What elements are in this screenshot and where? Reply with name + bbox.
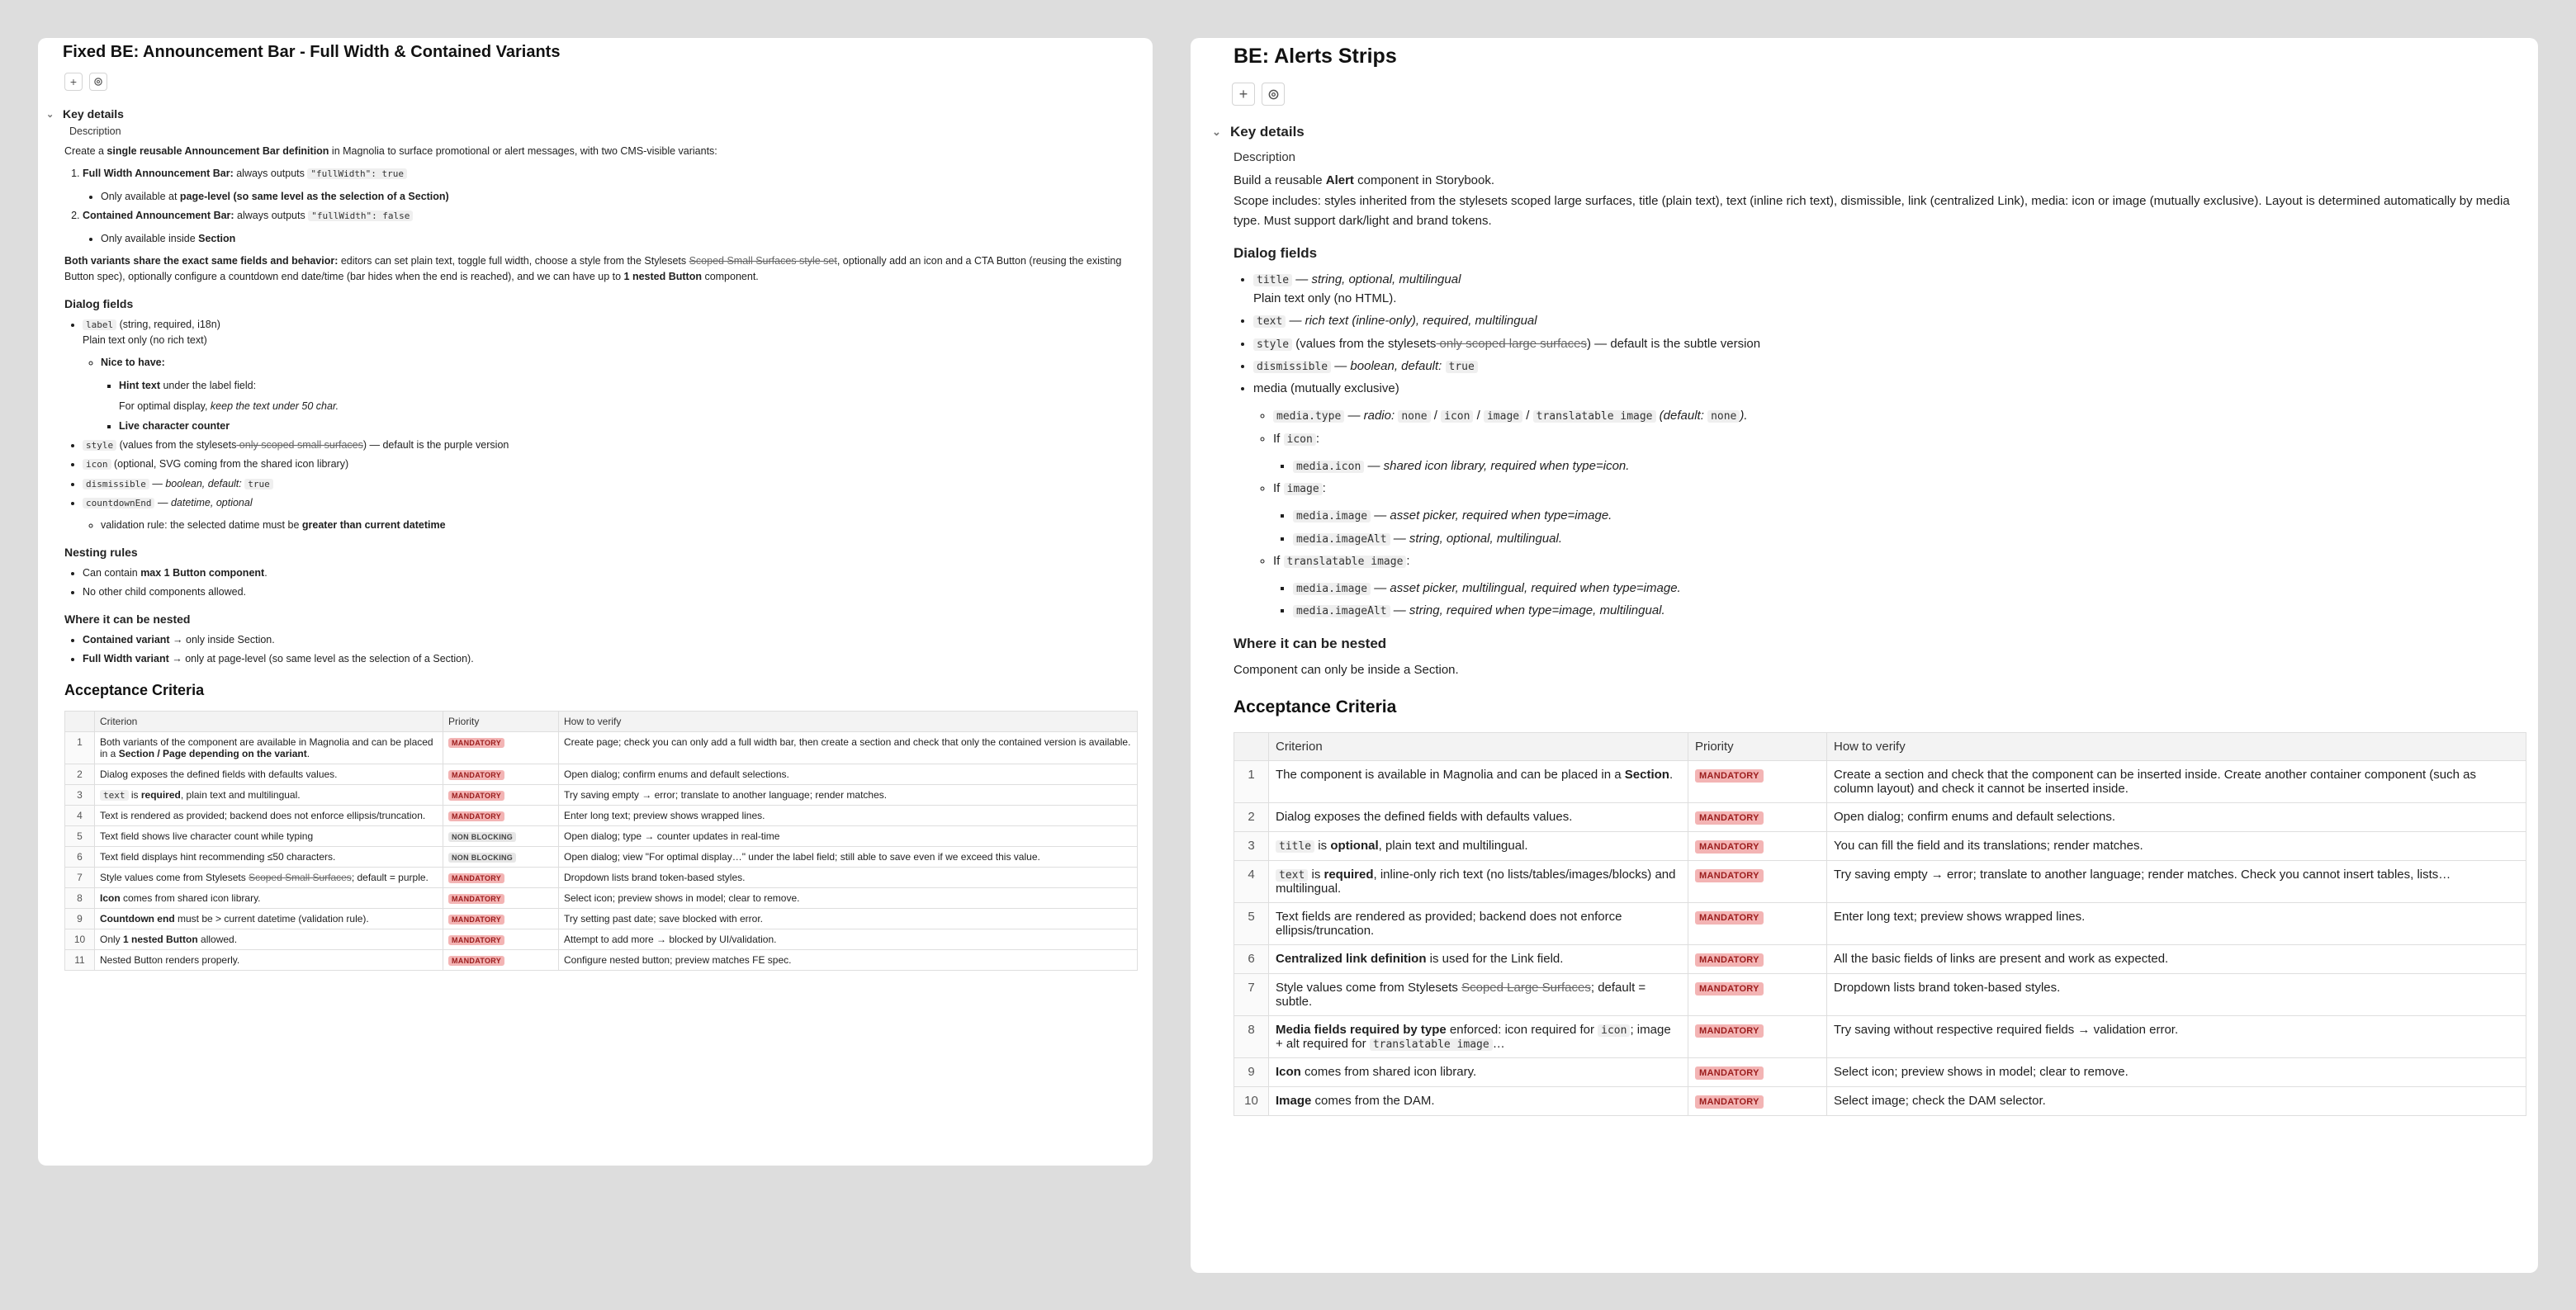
priority-badge: MANDATORY — [448, 738, 504, 748]
list-item: • Can contain max 1 Button component. — [83, 565, 1138, 581]
table-row: 7 Style values come from Stylesets Scoped Small Surfaces; default = purple. MANDATORY Dropdown lists brand token-based styles. — [65, 868, 1138, 888]
priority-badge: NON BLOCKING — [448, 832, 516, 842]
table-row: 4 text is required, inline-only rich text (no lists/tables/images/blocks) and multilingual. MANDATORY Try saving empty → error; translate to another language; render matches. Check you cannot insert tables, lists… — [1234, 860, 2526, 902]
where-nested-heading: Where it can be nested — [64, 612, 191, 626]
document-body — [1191, 124, 2538, 1116]
description-intro: Create a single reusable Announcement Bar definition in Magnolia to surface promotional or alert messages, with two CMS-visible variants: — [64, 145, 717, 157]
column-header: How to verify — [1827, 732, 2526, 760]
gear-icon — [93, 77, 103, 87]
priority-badge: MANDATORY — [1695, 911, 1764, 925]
list-item: • Contained variant → only inside Section. — [83, 632, 1138, 648]
right-document-card — [1191, 38, 2538, 1273]
shared-behavior-text: Both variants share the exact same fields and behavior: editors can set plain text, toggle full width, choose a style from the Stylesets Scoped Small Surfaces style set, optionally add an icon and a CTA Button (reusing the existing Button spec), optionally configure a countdown end date/time (bar hides when the end is reached), and we can have up to 1 nested Button component. — [64, 254, 1122, 283]
nesting-rules-heading: Nesting rules — [64, 545, 138, 559]
table-row: 5 Text fields are rendered as provided; backend does not enforce ellipsis/truncation. MANDATORY Enter long text; preview shows wrapped lines. — [1234, 902, 2526, 944]
acceptance-table — [1234, 732, 2526, 1116]
description-line-1: Build a reusable Alert component in Storybook. — [1234, 173, 1495, 187]
table-row: 8 Icon comes from shared icon library. MANDATORY Select icon; preview shows in model; clear to remove. — [65, 888, 1138, 909]
list-item: ▪ Live character counter — [119, 419, 1138, 434]
table-row: 1 Both variants of the component are available in Magnolia and can be placed in a Section / Page depending on the variant. MANDATORY Create page; check you can only add a full width bar, then create a section and check that only the contained version is available. — [65, 732, 1138, 764]
table-row: 3 title is optional, plain text and multilingual. MANDATORY You can fill the field and its translations; render matches. — [1234, 831, 2526, 860]
priority-badge: MANDATORY — [1695, 811, 1764, 825]
table-row: 7 Style values come from Stylesets Scoped Large Surfaces; default = subtle. MANDATORY Dropdown lists brand token-based styles. — [1234, 973, 2526, 1015]
table-row: 1 The component is available in Magnolia and can be placed in a Section. MANDATORY Create a section and check that the component can be inserted inside. Create another container component (such as column layout) and check it cannot be inserted inside. — [1234, 760, 2526, 802]
chevron-down-icon: ⌄ — [1212, 125, 1221, 138]
settings-button[interactable] — [89, 73, 107, 91]
priority-badge: MANDATORY — [448, 770, 504, 780]
add-button[interactable] — [1232, 83, 1255, 106]
priority-badge: MANDATORY — [1695, 982, 1764, 996]
list-item: ▪ media.image — asset picker, required when type=image. — [1293, 506, 2526, 525]
priority-badge: MANDATORY — [448, 935, 504, 945]
table-row: 2 Dialog exposes the defined fields with defaults values. MANDATORY Open dialog; confirm enums and default selections. — [65, 764, 1138, 785]
table-row: 10 Image comes from the DAM. MANDATORY Select image; check the DAM selector. — [1234, 1086, 2526, 1115]
key-details-toggle[interactable] — [38, 107, 1153, 121]
page-title: BE: Alerts Strips — [1234, 45, 1397, 68]
list-item: • Full Width variant → only at page-level (so same level as the selection of a Section). — [83, 651, 1138, 667]
list-item: ◦ If translatable image : ▪ media.image — asset picker, multilingual, required when type=image. ▪ media.imageAlt — string, required when type=image, multilingual. — [1273, 551, 2526, 621]
column-header — [65, 712, 95, 732]
priority-badge: MANDATORY — [1695, 1095, 1764, 1109]
chevron-down-icon: ⌄ — [46, 109, 54, 120]
priority-badge: MANDATORY — [448, 873, 504, 883]
plus-icon: + — [1238, 85, 1248, 102]
left-document-card — [38, 38, 1153, 1166]
priority-badge: MANDATORY — [1695, 953, 1764, 967]
gear-icon — [1267, 88, 1280, 101]
toolbar — [1232, 83, 1285, 106]
priority-badge: MANDATORY — [1695, 840, 1764, 854]
list-item: ▪ media.imageAlt — string, optional, multilingual. — [1293, 529, 2526, 548]
list-item: 1. Full Width Announcement Bar: always outputs "fullWidth": true • Only available at page-level (so same level as the selection of a Section) — [83, 166, 1138, 205]
column-header: Priority — [443, 712, 559, 732]
document-body — [38, 107, 1153, 971]
priority-badge: MANDATORY — [1695, 1066, 1764, 1080]
priority-badge: MANDATORY — [1695, 1024, 1764, 1038]
table-row: 3 text is required, plain text and multilingual. MANDATORY Try saving empty → error; translate to another language; render matches. — [65, 785, 1138, 806]
description-line-2: Scope includes: styles inherited from the stylesets scoped large surfaces, title (plain text), text (inline rich text), dismissible, link (centralized Link), media: icon or image (mutually exclusive). Layout is determined automatically by media type. Must support dark/light and brand tokens. — [1234, 194, 2510, 228]
list-item: • media (mutually exclusive) ◦ media.type — radio: none / icon / image / translatable image (default: none ). ◦ If icon : ▪ media.icon — shared icon library, required when type=icon. ◦ If image : ▪ media.image — asset picker, required when type=image. ▪ media.imageAlt — string, optional, multilingual. ◦ If translatable image : ▪ media.image — asset picker, multilingual, required when type=image. ▪ media.imageAlt — string, required when type=image, multilingual. — [1253, 379, 2526, 621]
settings-button[interactable] — [1262, 83, 1285, 106]
table-row: 8 Media fields required by type enforced: icon required for icon ; image + alt required for translatable image … MANDATORY Try saving without respective required fields → validation error. — [1234, 1015, 2526, 1057]
dialog-fields-heading: Dialog fields — [64, 296, 134, 310]
list-item: ▪ media.icon — shared icon library, required when type=icon. — [1293, 456, 2526, 475]
priority-badge: MANDATORY — [1695, 869, 1764, 882]
table-row: 10 Only 1 nested Button allowed. MANDATORY Attempt to add more → blocked by UI/validation. — [65, 929, 1138, 950]
list-item: ◦ validation rule: the selected datime must be greater than current datetime — [101, 518, 1138, 533]
table-row: 9 Countdown end must be > current datetime (validation rule). MANDATORY Try setting past date; save blocked with error. — [65, 909, 1138, 929]
list-item: • Only available inside Section — [101, 231, 1138, 247]
column-header — [1234, 732, 1269, 760]
table-row: 11 Nested Button renders properly. MANDATORY Configure nested button; preview matches FE spec. — [65, 950, 1138, 971]
column-header: How to verify — [559, 712, 1138, 732]
priority-badge: MANDATORY — [448, 894, 504, 904]
dialog-fields-list — [64, 317, 1138, 534]
table-row: 2 Dialog exposes the defined fields with defaults values. MANDATORY Open dialog; confirm enums and default selections. — [1234, 802, 2526, 831]
list-item: ◦ Nice to have: ▪ Hint text under the label field: For optimal display, keep the text under 50 char. ▪ Live character counter — [101, 355, 1138, 434]
list-item: ◦ If icon : ▪ media.icon — shared icon library, required when type=icon. — [1273, 429, 2526, 476]
priority-badge: MANDATORY — [1695, 769, 1764, 783]
list-item: ◦ media.type — radio: none / icon / image / translatable image (default: none ). — [1273, 406, 2526, 425]
acceptance-criteria-heading: Acceptance Criteria — [64, 682, 205, 699]
table-row: 6 Centralized link definition is used for the Link field. MANDATORY All the basic fields of links are present and work as expected. — [1234, 944, 2526, 973]
list-item: 2. Contained Announcement Bar: always outputs "fullWidth": false • Only available inside Section — [83, 208, 1138, 247]
list-item: • label (string, required, i18n) Plain text only (no rich text) ◦ Nice to have: ▪ Hint text under the label field: For optimal display, keep the text under 50 char. ▪ Live character counter — [83, 317, 1138, 434]
list-item: • title — string, optional, multilingual Plain text only (no HTML). — [1253, 270, 2526, 309]
section-title: Key details — [1230, 124, 1305, 140]
table-row: 9 Icon comes from shared icon library. MANDATORY Select icon; preview shows in model; clear to remove. — [1234, 1057, 2526, 1086]
acceptance-table — [64, 711, 1138, 971]
table-row: 5 Text field shows live character count while typing NON BLOCKING Open dialog; type → counter updates in real-time — [65, 826, 1138, 847]
toolbar — [64, 73, 107, 91]
list-item: • dismissible — boolean, default: true — [1253, 357, 2526, 376]
acceptance-criteria-heading: Acceptance Criteria — [1234, 697, 1397, 716]
section-title: Key details — [63, 107, 124, 121]
priority-badge: MANDATORY — [448, 791, 504, 801]
dialog-fields-heading: Dialog fields — [1234, 244, 1318, 261]
list-item: ▪ media.imageAlt — string, required when type=image, multilingual. — [1293, 601, 2526, 620]
list-item: • style (values from the stylesets only scoped large surfaces) — default is the subtle version — [1253, 334, 2526, 353]
priority-badge: MANDATORY — [448, 956, 504, 966]
where-nested-heading: Where it can be nested — [1234, 635, 1387, 651]
description-label: Description — [1234, 150, 1296, 164]
column-header: Priority — [1688, 732, 1827, 760]
list-item: ◦ If image : ▪ media.image — asset picker, required when type=image. ▪ media.imageAlt — string, optional, multilingual. — [1273, 479, 2526, 548]
dialog-fields-list — [1234, 270, 2526, 621]
list-item: ▪ media.image — asset picker, multilingual, required when type=image. — [1293, 579, 2526, 598]
variant-list — [64, 166, 1138, 247]
list-item: • icon (optional, SVG coming from the shared icon library) — [83, 456, 1138, 472]
page-title: Fixed BE: Announcement Bar - Full Width & Contained Variants — [63, 43, 561, 61]
priority-badge: NON BLOCKING — [448, 853, 516, 863]
description-label: Description — [69, 125, 121, 137]
plus-icon: + — [69, 75, 78, 88]
where-nested-list — [64, 632, 1138, 668]
key-details-toggle[interactable] — [1191, 124, 2538, 140]
column-header: Criterion — [1269, 732, 1688, 760]
list-item: • No other child components allowed. — [83, 584, 1138, 600]
table-row: 6 Text field displays hint recommending ≤50 characters. NON BLOCKING Open dialog; view "For optimal display…" under the label field; still able to save even if we exceed this value. — [65, 847, 1138, 868]
list-item: • countdownEnd — datetime, optional ◦ validation rule: the selected datime must be greater than current datetime — [83, 495, 1138, 534]
list-item: • style (values from the stylesets only scoped small surfaces) — default is the purple version — [83, 437, 1138, 453]
add-button[interactable] — [64, 73, 83, 91]
list-item: • Only available at page-level (so same level as the selection of a Section) — [101, 189, 1138, 205]
list-item: • text — rich text (inline-only), required, multilingual — [1253, 311, 2526, 330]
priority-badge: MANDATORY — [448, 915, 504, 925]
list-item: ▪ Hint text under the label field: For optimal display, keep the text under 50 char. — [119, 378, 1138, 415]
priority-badge: MANDATORY — [448, 811, 504, 821]
table-row: 4 Text is rendered as provided; backend does not enforce ellipsis/truncation. MANDATORY Enter long text; preview shows wrapped lines. — [65, 806, 1138, 826]
list-item: • dismissible — boolean, default: true — [83, 476, 1138, 492]
nesting-rules-list — [64, 565, 1138, 601]
column-header: Criterion — [95, 712, 443, 732]
where-nested-text: Component can only be inside a Section. — [1234, 662, 1459, 677]
